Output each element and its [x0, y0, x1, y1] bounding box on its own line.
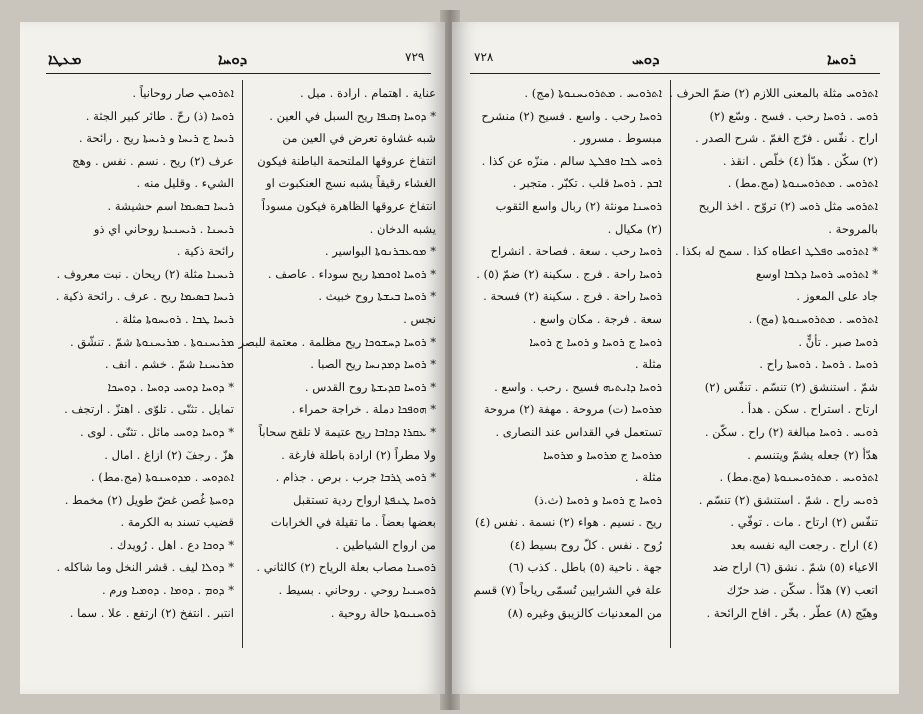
column-divider: [242, 80, 243, 648]
entry-line: * ܥܩܪܐ ܕܟܐܒܐ ريح عتيمة لا تلقح سحاباً: [258, 424, 436, 439]
entry-line: * ܕܘܡ . ܕܘܡܐ . ܕܘܡܝܐ ورم .: [101, 583, 234, 598]
entry-line: ܪܘܚܐ ج ܪܘܚܐ و ܪܘܚܐ (ث.ذ): [534, 492, 662, 507]
entry-line: ܪܘܚܢܝܘܬܐ حالة روحية .: [330, 605, 436, 620]
entry-line: ܪܝܚܢܐ . ܪܝܚܢܝܬܐ روحاني اي ذو: [93, 221, 234, 236]
entry-line: علة في الشرايين تُسمّى رياحاً (٧) قسم: [473, 583, 662, 598]
entry-line: جهة . ناحية (٥) باطل . كذب (٦): [508, 560, 662, 575]
entry-line: * ܪܘܚܐ ܕܡܕܢܚܐ ريح الصبا .: [310, 357, 436, 372]
entry-line: قضيب تسند به الكرمة .: [120, 515, 234, 530]
entry-line: ܪܝܚܐ ج ܪܝܚܐ و ܪܝܚܬܐ ريح . رائحة .: [78, 131, 234, 146]
entry-line: ܪܘܚܐ ܛܢܦܬܐ ارواح ردية تستقبل: [293, 492, 436, 507]
entry-line: من المعدنيات كالزيبق وغيره (٨): [507, 605, 662, 620]
entry-line: (٤) اراح . رجعت اليه نفسه بعد: [730, 537, 878, 552]
entry-line: بعضها بعضاً . ما تقيلة في الخرابات: [270, 515, 436, 530]
page-number: ٧٢٩: [405, 50, 425, 64]
entry-line: ܐܬܪܘܝܚ . ܡܬܪܘܝܚܢܘܬܐ (مج.مط) .: [719, 470, 878, 485]
header-outer-word: ܡܥܛܐ: [48, 50, 82, 68]
entry-line: ܪܘܚܢܐ مونثة (٢) ربال واسع الثقوب: [495, 198, 662, 213]
entry-line: ܪܝܚܢܐ مثلة (٢) ريحان . نبت معروف .: [56, 266, 234, 281]
header-guide-word: ܕܘܚܐ: [218, 50, 248, 68]
entry-line: ܪܘܚܢܝܐ روحي . روحاني . بسيط .: [278, 583, 436, 598]
entry-line: * ܪܘܚܐ ܒܝܫܬܐ روح خبيث .: [318, 289, 436, 304]
left-page: [20, 22, 445, 694]
entry-line: ܡܪܘܚܐ (ت) مروحة . مهفة (٢) مروحة: [483, 402, 662, 417]
header-rule: [46, 73, 431, 74]
entry-line: ܪܘܝܚ راح . شمّ . استنشق (٢) تنسّم .: [698, 492, 878, 507]
right-page-left-column: [472, 82, 662, 624]
entry-line: الشيء . وقليل منه .: [136, 176, 234, 191]
entry-line: ܪܘܚܐ رحب . واسع . فسيح (٢) منشرح: [481, 108, 662, 123]
entry-line: * ܪܘܚ ܓܪܒܐ جرب . برص . جذام .: [275, 470, 436, 485]
entry-line: ܪܘܚܐ راحة . فرج . سكينة (٢) ضمّ (٥) .: [476, 266, 662, 281]
entry-line: ܐܬܕܘܚ . ܡܕܘܚܢܘܬܐ (مج.مط) .: [90, 470, 234, 485]
entry-line: ܪܘܚܐ صبر . تأنٍّ .: [798, 334, 878, 349]
column-divider: [670, 80, 671, 648]
entry-line: * ܕܘܚܐ ܕܘܚܝ ܕܘܚܐ . ܕܘܚܟܐ: [107, 379, 234, 394]
left-page-left-column: [42, 82, 234, 624]
entry-line: بالمروحة .: [828, 221, 878, 236]
page-number: ٧٢٨: [474, 50, 494, 64]
entry-line: ܪܘܚ ܠܒܐ ܘܦܠܛ سالم . منزّه عن كذا .: [481, 153, 662, 168]
entry-line: * ܕܘܚܐ ܙܩܝܦܐ ريح السبل في العين .: [269, 108, 436, 123]
entry-line: ܪܘܚܐ راحة . فرج . سكينة (٢) فسحة .: [483, 289, 662, 304]
entry-line: * ܕܘܚܐ ܕܘܚܝ مائل . تثنّى . لوى .: [79, 424, 234, 439]
entry-line: اتعب (٧) هدّأ . سكّن . ضد حرّك: [726, 583, 878, 598]
entry-line: انتفاخ عروقها الملتحمة الباطنة فيكون: [257, 153, 436, 168]
entry-line: * ܐܬܪܘܚ ܘܦܠܛ اعطاه كذا . سمح له بكذا .: [674, 244, 878, 259]
entry-line: * ܗܘܦܟܐ دملة . خراجة حمراء .: [291, 402, 436, 417]
entry-line: * ܪܘܚܐ ܕܚܫܘܟܐ ريح مظلمة . معتمة للبصر .: [231, 334, 436, 349]
entry-line: ارتاح . استراح . سكن . هدأ .: [740, 402, 878, 417]
entry-line: * ܕܘܟܐ دع . اهل . رُويدك .: [109, 537, 234, 552]
entry-line: ܪܝܚܐ ܒܣܝܡܐ ريح . عرف . رائحة ذكية .: [55, 289, 234, 304]
entry-line: الغشاء رقيقاً يشبه نسج العنكبوت او: [266, 176, 436, 191]
entry-line: من ارواح الشياطين .: [335, 537, 436, 552]
header-outer-word: ܪܘܚܐ: [827, 50, 857, 68]
right-page-header: [452, 50, 899, 70]
entry-line: هزّ . رجفٓ (٢) ازاغ . امال .: [104, 447, 234, 462]
entry-line: ܪܝܚܐ ܒܣܝܡܐ اسم حشيشة .: [107, 198, 234, 213]
entry-line: هدّأ (٢) جعله يشمّ ويتنسم .: [747, 447, 878, 462]
entry-line: ܐܬܪܘܚ مثل ܪܘܚ (٢) تروّح . اخذ الريح: [698, 198, 878, 213]
entry-line: ܪܘܚ . ܪܘܚܐ رحب . فسح . وسّع (٢): [709, 108, 878, 123]
entry-line: ܪܘܝܚ . ܪܘܚܐ مبالغة (٢) راح . سكّن .: [704, 424, 878, 439]
entry-line: ܐܬܪܘܚ . ܡܬܪܘܚܢܘܬܐ (مج.مط) .: [727, 176, 878, 191]
entry-line: ܐܬܪܘܝܚ . ܡܬܪܘܝܚܢܘܬܐ (مج) .: [524, 86, 662, 100]
entry-line: عناية . اهتمام . ارادة . ميل .: [300, 86, 436, 100]
entry-line: ܐܬܪܘܚܢ صار روحانياً .: [132, 86, 234, 100]
entry-line: ܪܘܚܐ ج ܪܘܚܐ و ܪܘܚܐ ج ܪܘܚܐ: [529, 334, 662, 349]
entry-line: شمّ . استنشق (٢) تنسّم . تنفّس (٢): [704, 379, 878, 394]
entry-line: ܡܪܝܚܢܘܬܐ . ܡܪܝܚܢܘܬܐ شمّ . تنشّق .: [69, 334, 234, 349]
entry-line: (٢) سكّن . هدّأ (٤) خلّص . انقذ .: [722, 153, 878, 168]
entry-line: ܪܘܚܐ رحب . سعة . فصاحة . انشراح: [490, 244, 662, 259]
entry-line: وهيّج (٨) عطّر . بخّر . افاح الرائحة .: [706, 605, 878, 620]
right-page: [452, 22, 899, 694]
entry-line: ܐܬܪܘܚ . ܡܬܪܘܚܢܘܬܐ (مج) .: [748, 311, 878, 326]
entry-line: ܪܝܚܐ ܛܒܐ . ܪܘܝܚܘܬܐ مثلة .: [115, 311, 234, 326]
entry-line: تمايل . تثنّى . تلوّى . اهتزّ . ارتجف .: [64, 402, 234, 417]
entry-line: مبسوط . مسرور .: [572, 131, 662, 146]
entry-line: سعة . فرجة . مكان واسع .: [532, 311, 662, 326]
entry-line: شبه غشاوة تعرض في العين من: [282, 131, 436, 146]
entry-line: تنفّس (٢) ارتاح . مات . توفّي .: [730, 515, 878, 530]
entry-line: ܪܘܚܐ . ܪܘܚܐ . ܪܘܚܬܐ راح .: [759, 357, 878, 372]
entry-line: ريح . نسيم . هواء (٢) نسمة . نفس (٤): [474, 515, 662, 530]
entry-line: * ܕܘܠܐ ليف . قشر النخل وما شاكله .: [56, 560, 234, 575]
header-guide-word: ܕܘܚ: [632, 50, 660, 68]
entry-line: مثلة .: [634, 470, 662, 485]
entry-line: مثلة .: [634, 357, 662, 372]
entry-line: * ܡܘܥܒܪܢܘܬܐ البواسير .: [324, 244, 436, 259]
entry-line: ܕܘܚܬܐ غُصن غضّ طويل (٢) مخمط .: [64, 492, 234, 507]
entry-line: اراح . نفّس . فرّج الغمّ . شرح الصدر .: [695, 131, 878, 146]
right-page-right-column: [669, 82, 878, 624]
left-page-right-column: [231, 82, 436, 624]
entry-line: ܐܬܪܘܚ مثلة بالمعنى اللازم (٢) ضمّ الحرف .: [669, 86, 878, 100]
entry-line: ܪܘܚܢܐ مصاب بعلة الرياح (٢) كالثاني .: [256, 560, 436, 575]
entry-line: * ܪܘܚܐ ܐܘܟܡܬܐ ريح سوداء . عاصف .: [267, 266, 436, 281]
entry-line: ܡܪܝܚܢܐ شمّ . خشم . انف .: [104, 357, 234, 372]
entry-line: * ܐܬܪܘܚ ܪܘܚܐ ܕܠܒܐ اوسع: [755, 266, 878, 281]
entry-line: ܪܘܚܐ (ذ) رحّ . طائر كبير الجثة .: [85, 108, 234, 123]
entry-line: عرف (٢) ريح . نسم . نفس . وهج: [72, 153, 234, 168]
entry-line: رائحة ذكية .: [176, 244, 234, 259]
entry-line: ܐܒܕ . ܪܘܚܐ قلب . تكبّر . متجبر .: [512, 176, 662, 191]
entry-line: ܡܪܘܚܐ ج ܡܪܘܚܐ و ܡܪܘܚܐ: [543, 447, 662, 462]
entry-line: الاعياء (٥) شمّ . نشق (٦) اراح ضد: [712, 560, 878, 575]
entry-line: يشبه الدخان .: [369, 221, 436, 236]
left-page-header: [20, 50, 445, 70]
entry-line: انتفاخ عروقها الظاهرة فيكون مسوداً: [261, 198, 436, 213]
header-rule: [470, 73, 880, 74]
entry-line: نجس .: [403, 311, 436, 326]
entry-line: تستعمل في القداس عند النصارى .: [495, 424, 662, 439]
entry-line: * ܪܘܚܐ ܩܕܝܫܬܐ روح القدس .: [304, 379, 436, 394]
entry-line: انتبر . انتفخ (٢) ارتفع . علا . سما .: [69, 605, 234, 620]
entry-line: (٢) مكيال .: [607, 221, 662, 236]
entry-line: ܪܘܚܐ ܕܐܝܬܝܗ فسيح . رحب . واسع .: [494, 379, 662, 394]
entry-line: ولا مطراً (٢) ارادة باطلة فارغة .: [281, 447, 436, 462]
entry-line: جاد على المعوز .: [796, 289, 878, 304]
entry-line: رُوح . نفس . كلّ روح بسيط (٤): [509, 537, 662, 552]
